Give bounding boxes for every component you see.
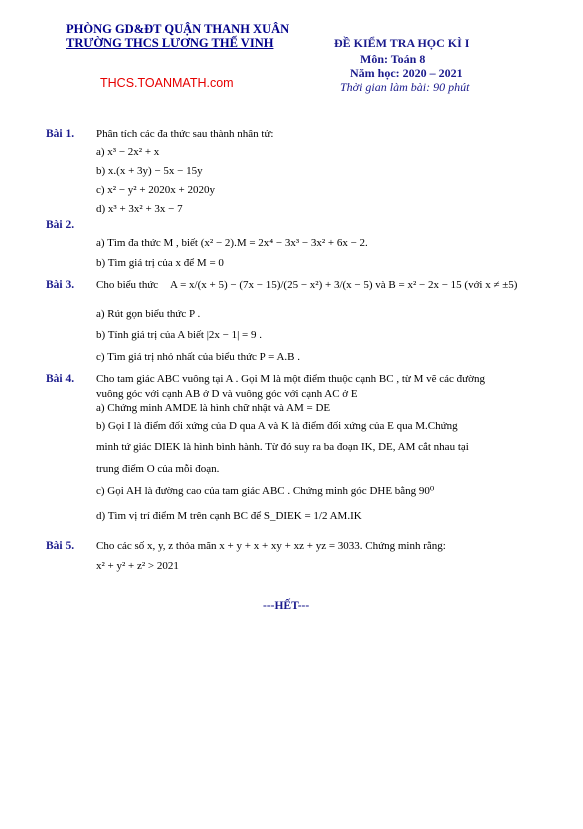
problem-3-expression: A = x/(x + 5) − (7x − 15)/(25 − x²) + 3/(x − 5) và B = x² − 2x − 15 (với x ≠ ±5)	[170, 279, 518, 291]
problem-4a: a) Chứng minh AMDE là hình chữ nhật và AM = DE	[96, 402, 331, 414]
problem-1-title: Phân tích các đa thức sau thành nhân tử:	[96, 128, 274, 140]
problem-4b-line1: b) Gọi I là điểm đối xứng của D qua A và K là điểm đối xứng của E qua M.Chứng	[96, 420, 458, 432]
problem-3b: b) Tính giá trị của A biết |2x − 1| = 9 .	[96, 329, 263, 341]
problem-4-intro-line1: Cho tam giác ABC vuông tại A . Gọi M là một điểm thuộc cạnh BC , từ M vẽ các đường	[96, 373, 485, 385]
exam-title: ĐỀ KIỂM TRA HỌC KÌ I	[334, 36, 470, 50]
problem-4-intro-line2: vuông góc với cạnh AB ở D và vuông góc với cạnh AC ở E	[96, 388, 358, 400]
problem-5-label: Bài 5.	[46, 540, 75, 552]
problem-5-line1: Cho các số x, y, z thỏa mãn x + y + x + xy + xz + yz = 3033. Chứng minh rằng:	[96, 540, 446, 552]
school-name: TRƯỜNG THCS LƯƠNG THẾ VINH	[66, 36, 274, 50]
school-year: Năm học: 2020 – 2021	[350, 66, 463, 80]
problem-4c: c) Gọi AH là đường cao của tam giác ABC . Chứng minh góc DHE bằng 90⁰	[96, 485, 435, 497]
problem-4d: d) Tìm vị trí điểm M trên cạnh BC để S_DIEK = 1/2 AM.IK	[96, 510, 362, 522]
problem-3-intro: Cho biểu thức	[96, 279, 159, 291]
exam-duration: Thời gian làm bài: 90 phút	[340, 80, 470, 94]
problem-3-label: Bài 3.	[46, 279, 75, 291]
problem-3a: a) Rút gọn biểu thức P .	[96, 308, 201, 320]
problem-2a: a) Tìm đa thức M , biết (x² − 2).M = 2x⁴ − 3x³ − 3x² + 6x − 2.	[96, 237, 368, 249]
problem-1-label: Bài 1.	[46, 128, 75, 140]
problem-1c: c) x² − y² + 2020x + 2020y	[96, 184, 216, 196]
exam-subject: Môn: Toán 8	[360, 52, 426, 66]
problem-5-line2: x² + y² + z² > 2021	[96, 560, 179, 572]
department-name: PHÒNG GD&ĐT QUẬN THANH XUÂN	[66, 22, 290, 36]
problem-4-label: Bài 4.	[46, 373, 75, 385]
problem-1b: b) x.(x + 3y) − 5x − 15y	[96, 165, 203, 177]
problem-4b-line3: trung điểm O của mỗi đoạn.	[96, 463, 220, 475]
problem-1d: d) x³ + 3x² + 3x − 7	[96, 203, 183, 215]
problem-3c: c) Tìm giá trị nhỏ nhất của biểu thức P = A.B .	[96, 351, 301, 363]
end-marker: ---HẾT---	[263, 600, 310, 612]
problem-4b-line2: minh tứ giác DIEK là hình bình hành. Từ đó suy ra ba đoạn IK, DE, AM cắt nhau tại	[96, 441, 469, 453]
website-watermark: THCS.TOANMATH.com	[100, 76, 234, 90]
problem-2b: b) Tìm giá trị của x để M = 0	[96, 257, 224, 269]
problem-1a: a) x³ − 2x² + x	[96, 146, 160, 158]
problem-2-label: Bài 2.	[46, 219, 75, 231]
